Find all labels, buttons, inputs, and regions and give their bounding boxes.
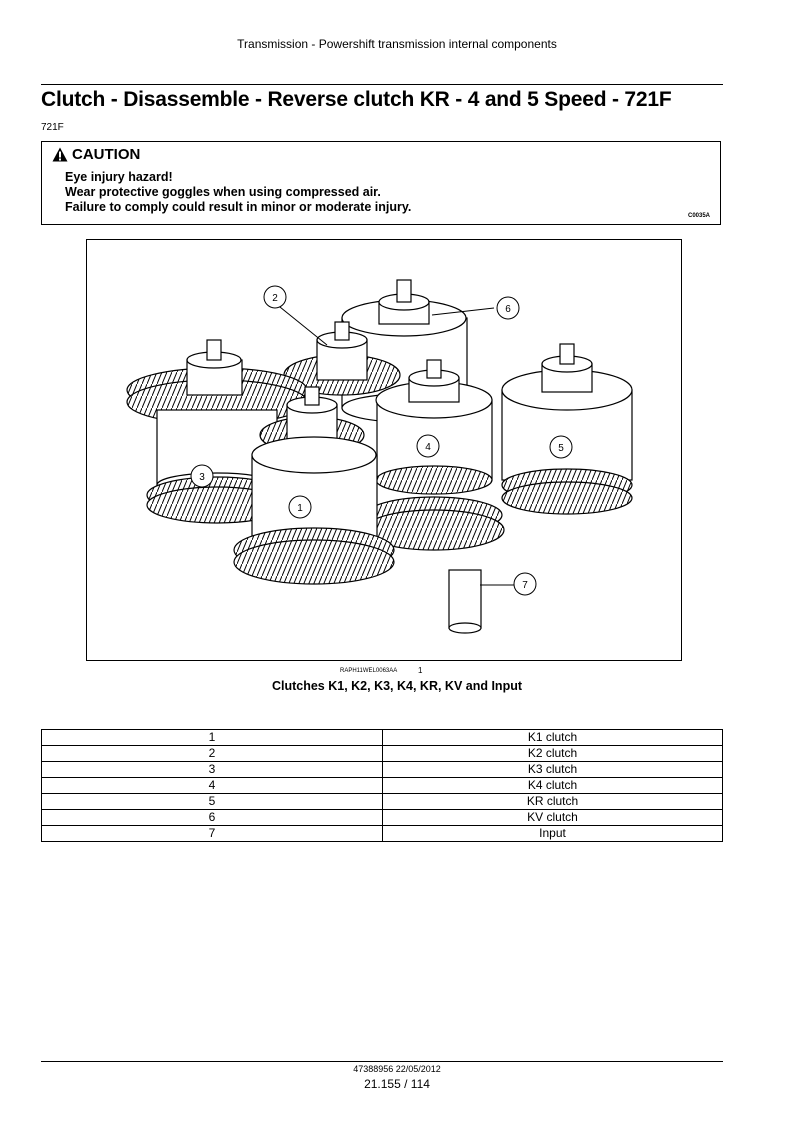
legend-number: 2 — [42, 746, 383, 762]
footer-page-number: 21.155 / 114 — [364, 1077, 430, 1091]
footer-document-id: 47388956 22/05/2012 — [353, 1064, 441, 1074]
legend-label: Input — [383, 826, 723, 842]
legend-label: KR clutch — [383, 794, 723, 810]
page-title: Clutch - Disassemble - Reverse clutch KR - 4 and 5 Speed - 721F — [41, 88, 672, 111]
clutch-assembly-illustration — [87, 240, 682, 661]
table-row — [42, 810, 723, 826]
caution-line: Eye injury hazard! — [65, 170, 173, 184]
table-row — [42, 746, 723, 762]
callout-3 — [191, 465, 213, 487]
table-row — [42, 794, 723, 810]
legend-number: 6 — [42, 810, 383, 826]
legend-number: 7 — [42, 826, 383, 842]
svg-text:6: 6 — [505, 304, 511, 315]
figure-reference: RAPH11WEL0063AA — [340, 668, 398, 674]
svg-text:5: 5 — [558, 443, 564, 454]
caution-heading-text: CAUTION — [72, 146, 141, 163]
svg-text:1: 1 — [297, 503, 303, 514]
caution-box — [41, 141, 721, 225]
callout-6 — [497, 297, 519, 319]
legend-label: K3 clutch — [383, 762, 723, 778]
table-row — [42, 826, 723, 842]
running-header: Transmission - Powershift transmission internal components — [237, 37, 557, 51]
figure-frame — [86, 239, 682, 661]
table-row — [42, 762, 723, 778]
footer-divider — [41, 1061, 723, 1062]
callout-5 — [550, 436, 572, 458]
legend-label: KV clutch — [383, 810, 723, 826]
legend-label: K2 clutch — [383, 746, 723, 762]
warning-triangle-icon — [52, 147, 68, 162]
caution-code: C0035A — [687, 213, 710, 219]
caution-text — [65, 170, 411, 215]
legend-table — [41, 729, 723, 842]
table-row — [42, 778, 723, 794]
legend-label: K4 clutch — [383, 778, 723, 794]
model-tag: 721F — [41, 122, 64, 133]
callout-1 — [289, 496, 311, 518]
caution-line: Failure to comply could result in minor or moderate injury. — [65, 200, 412, 214]
caution-line: Wear protective goggles when using compressed air. — [65, 185, 381, 199]
table-row — [42, 730, 723, 746]
legend-number: 1 — [42, 730, 383, 746]
legend-label: K1 clutch — [383, 730, 723, 746]
figure-number: 1 — [418, 666, 423, 675]
callout-7 — [514, 573, 536, 595]
legend-number: 3 — [42, 762, 383, 778]
svg-text:4: 4 — [425, 442, 431, 453]
callout-2 — [264, 286, 286, 308]
legend-number: 4 — [42, 778, 383, 794]
svg-text:3: 3 — [199, 472, 205, 483]
svg-text:7: 7 — [522, 580, 528, 591]
header-divider — [41, 84, 723, 85]
figure-caption: Clutches K1, K2, K3, K4, KR, KV and Input — [271, 679, 523, 693]
callout-4 — [417, 435, 439, 457]
svg-text:2: 2 — [272, 293, 278, 304]
legend-number: 5 — [42, 794, 383, 810]
caution-heading — [52, 146, 140, 163]
